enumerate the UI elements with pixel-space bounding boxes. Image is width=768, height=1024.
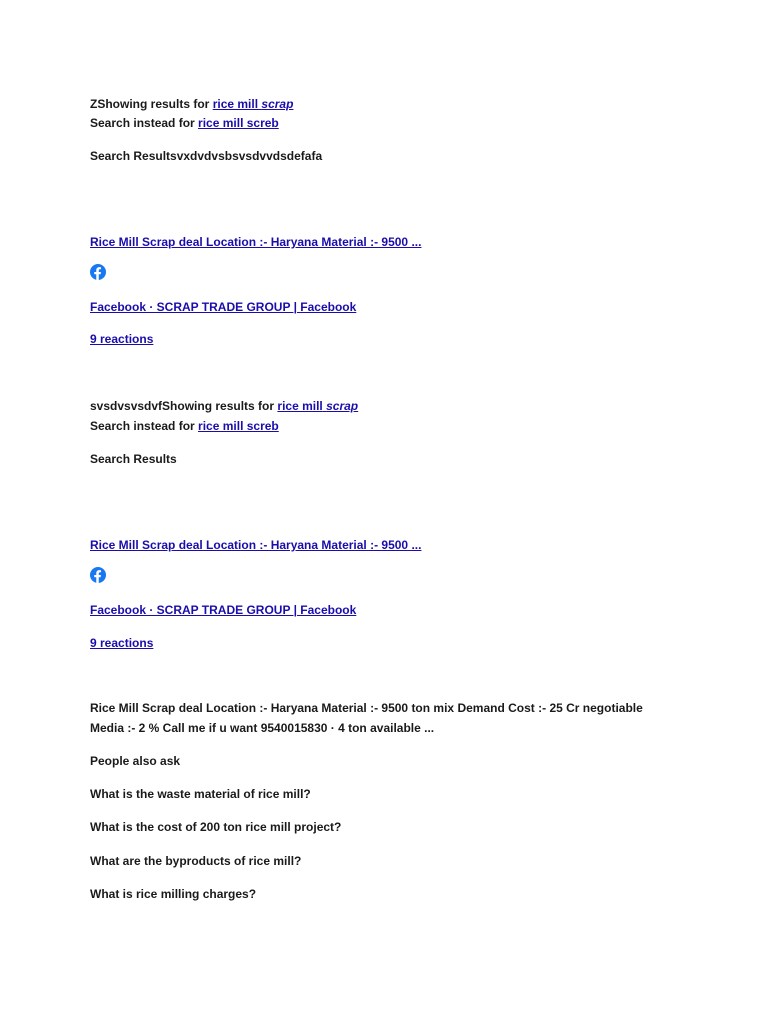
result-reactions-link[interactable]: 9 reactions: [90, 332, 154, 346]
search-instead-line: [90, 416, 279, 436]
paa-question[interactable]: What is the waste material of rice mill?: [90, 787, 311, 801]
showing-results-prefix: ZShowing results for: [90, 97, 210, 111]
result-source-wrap: [90, 600, 356, 620]
result-source-link[interactable]: Facebook · SCRAP TRADE GROUP | Facebook: [90, 603, 357, 617]
result-reactions-wrap: [90, 329, 153, 349]
paa-question[interactable]: What is the cost of 200 ton rice mill project?: [90, 820, 342, 834]
search-results-heading: Search Resultsvxdvdvsbsvsdvvdsdefafa: [90, 149, 323, 163]
showing-link-italic: scrap: [326, 399, 359, 413]
result-icon-wrap: [90, 567, 106, 586]
search-instead-link[interactable]: rice mill screb: [198, 116, 279, 130]
showing-results-link[interactable]: [213, 97, 294, 111]
showing-link-plain: rice mill: [277, 399, 323, 413]
paa-question[interactable]: What are the byproducts of rice mill?: [90, 854, 302, 868]
showing-results-line: [90, 396, 358, 416]
showing-link-italic: scrap: [261, 97, 294, 111]
showing-results-prefix: svsdvsvsdvfShowing results for: [90, 399, 275, 413]
result-source-wrap: [90, 297, 356, 317]
search-results-heading: Search Results: [90, 452, 177, 466]
result-reactions-link[interactable]: 9 reactions: [90, 636, 154, 650]
search-instead-prefix: Search instead for: [90, 419, 195, 433]
search-instead-line: [90, 113, 279, 133]
result-reactions-wrap: [90, 633, 153, 653]
people-also-ask-heading: People also ask: [90, 754, 181, 768]
result-title-link[interactable]: Rice Mill Scrap deal Location :- Haryana Material :- 9500 ...: [90, 538, 422, 552]
showing-link-plain: rice mill: [212, 97, 259, 111]
search-instead-link[interactable]: rice mill screb: [198, 419, 279, 433]
result-title-link-wrap: [90, 535, 421, 555]
search-instead-prefix: Search instead for: [90, 116, 195, 130]
result-title-link[interactable]: Rice Mill Scrap deal Location :- Haryana Material :- 9500 ...: [90, 235, 422, 249]
facebook-icon[interactable]: [90, 567, 106, 583]
result-title-link-wrap: [90, 232, 421, 252]
result-icon-wrap: [90, 264, 106, 283]
paa-question[interactable]: What is rice milling charges?: [90, 887, 257, 901]
result-source-link[interactable]: Facebook · SCRAP TRADE GROUP | Facebook: [90, 300, 357, 314]
showing-results-link[interactable]: [277, 399, 358, 413]
facebook-icon[interactable]: [90, 264, 106, 280]
result-snippet: Rice Mill Scrap deal Location :- Haryana Material :- 9500 ton mix Demand Cost :- 25 Cr negotiable Media :- 2 % Call me if u want 9540015830 · 4 ton available ...: [90, 701, 643, 735]
showing-results-line: [90, 94, 293, 114]
